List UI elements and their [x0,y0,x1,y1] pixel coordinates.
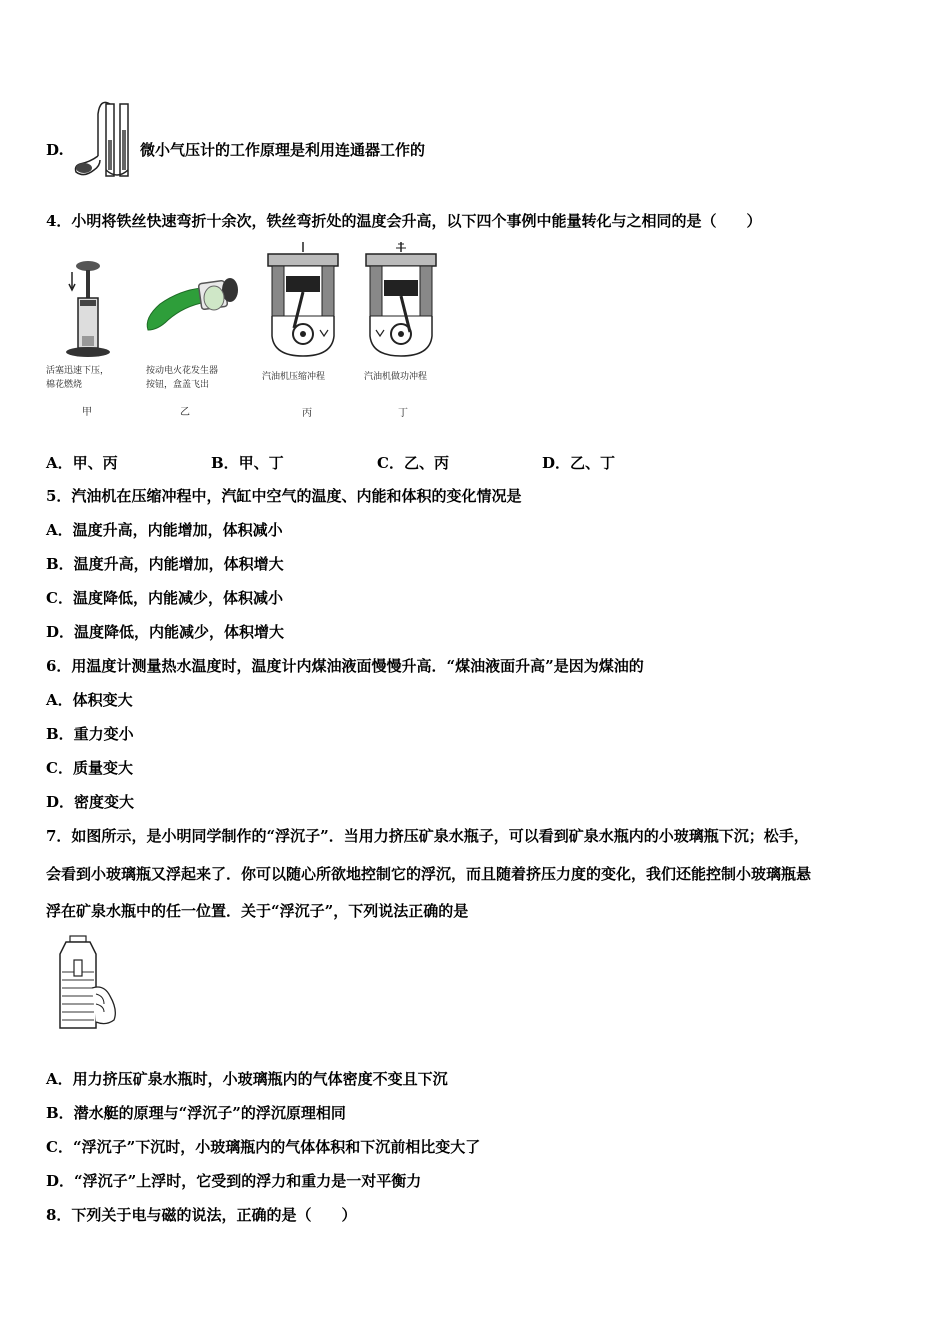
q7-stem-line-2: 会看到小玻璃瓶又浮起来了．你可以随心所欲地控制它的浮沉，而且随着挤压力度的变化，我们还能控制小玻璃瓶悬 [46,865,812,883]
q4-stem: 4．小明将铁丝快速弯折十余次，铁丝弯折处的温度会升高，以下四个事例中能量转化与之相同的是（ ） [46,212,762,230]
q4-option-c[interactable]: C．乙、丙 [377,454,449,472]
fig-yi-caption-1: 按动电火花发生器 [146,366,219,376]
fig-ding-caption: 汽油机做功冲程 [364,372,428,382]
q5-option-d[interactable]: D．温度降低，内能减少，体积增大 [46,623,285,641]
q6-option-c[interactable]: C．质量变大 [46,759,133,777]
q7-option-b[interactable]: B．潜水艇的原理与“浮沉子”的浮沉原理相同 [46,1104,346,1122]
fire-piston-figure [60,258,120,358]
q6-option-b[interactable]: B．重力变小 [46,725,134,743]
q5-option-c[interactable]: C．温度降低，内能减少，体积减小 [46,589,283,607]
q5-option-b[interactable]: B．温度升高，内能增加，体积增大 [46,555,284,573]
q7-option-c[interactable]: C．“浮沉子”下沉时，小玻璃瓶内的气体体积和下沉前相比变大了 [46,1138,481,1156]
q4-option-a[interactable]: A．甲、丙 [46,454,118,472]
manometer-figure [70,100,138,182]
q7-option-a[interactable]: A．用力挤压矿泉水瓶时，小玻璃瓶内的气体密度不变且下沉 [46,1070,448,1088]
fig-yi-caption-2: 按钮，盒盖飞出 [146,380,210,390]
fig-jia-label: 甲 [82,407,92,418]
q5-stem: 5．汽油机在压缩冲程中，汽缸中空气的温度、内能和体积的变化情况是 [46,487,522,505]
q6-stem: 6．用温度计测量热水温度时，温度计内煤油液面慢慢升高．“煤油液面升高”是因为煤油的 [46,657,644,675]
q3-option-d-text: 微小气压计的工作原理是利用连通器工作的 [140,141,426,159]
q6-option-d[interactable]: D．密度变大 [46,793,135,811]
q4-option-d[interactable]: D．乙、丁 [542,454,616,472]
fig-bing-label: 丙 [302,408,312,419]
power-stroke-figure [362,240,440,358]
q7-option-d[interactable]: D．“浮沉子”上浮时，它受到的浮力和重力是一对平衡力 [46,1172,422,1190]
fig-jia-caption-2: 棉花燃烧 [46,380,83,390]
compression-stroke-figure [264,240,342,358]
q7-stem-line-3: 浮在矿泉水瓶中的任一位置．关于“浮沉子”，下列说法正确的是 [46,902,469,920]
q7-stem-line-1: 7．如图所示，是小明同学制作的“浮沉子”．当用力挤压矿泉水瓶子，可以看到矿泉水瓶内的小玻璃瓶下沉；松手， [46,827,809,845]
cartesian-diver-figure [52,934,124,1032]
fig-jia-caption-1: 活塞迅速下压， [46,366,110,376]
fig-yi-label: 乙 [180,407,190,418]
q4-option-b[interactable]: B．甲、丁 [211,454,284,472]
spark-generator-figure [140,268,245,340]
q5-option-a[interactable]: A．温度升高，内能增加，体积减小 [46,521,283,539]
fig-ding-label: 丁 [398,408,408,419]
q3-option-d-label: D. [46,141,64,159]
q8-stem: 8．下列关于电与磁的说法，正确的是（ ） [46,1206,357,1224]
fig-bing-caption: 汽油机压缩冲程 [262,372,326,382]
q6-option-a[interactable]: A．体积变大 [46,691,133,709]
